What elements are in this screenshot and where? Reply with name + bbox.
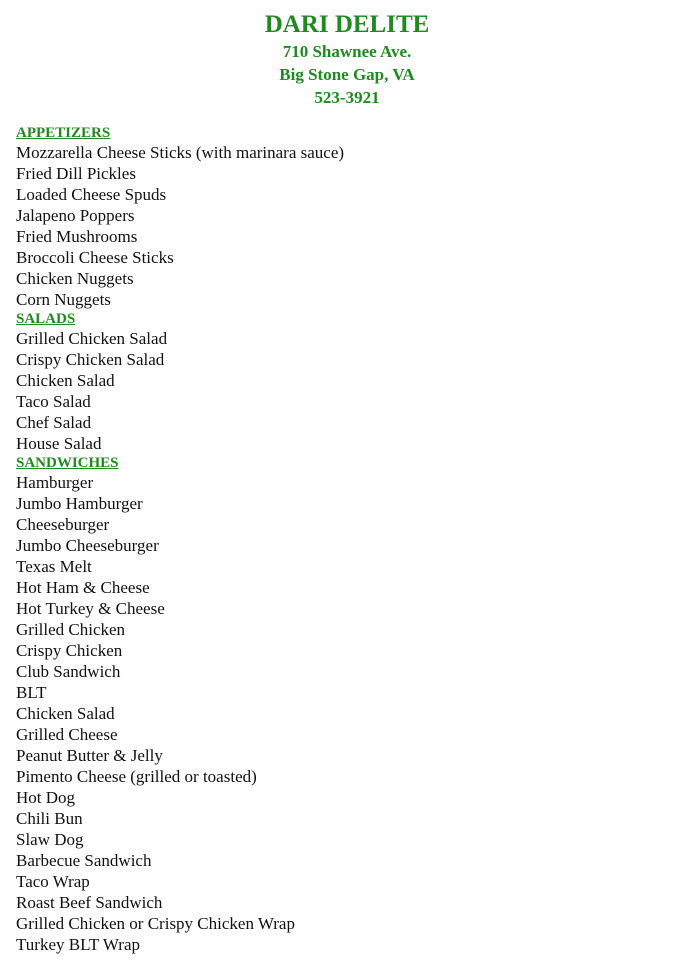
menu-item: Turkey BLT Wrap [16, 935, 140, 954]
menu-item: Grilled Chicken [16, 620, 126, 639]
menu-item: Grilled Chicken or Crispy Chicken Wrap [16, 914, 295, 933]
section-heading-appetizers: APPETIZERS [16, 125, 111, 141]
section-heading-salads: SALADS [16, 311, 76, 327]
menu-item: Loaded Cheese Spuds [16, 185, 167, 204]
menu-item: Taco Salad [16, 392, 91, 411]
menu-item: Broccoli Cheese Sticks [16, 248, 174, 267]
menu-item: Hot Turkey & Cheese [16, 599, 165, 618]
menu-item: Peanut Butter & Jelly [16, 746, 163, 765]
restaurant-name: DARI DELITE [264, 11, 430, 38]
menu-item: Chef Salad [16, 413, 92, 432]
menu-item: House Salad [16, 434, 102, 453]
menu-item: Taco Wrap [16, 872, 90, 891]
menu-item: Chicken Salad [16, 704, 115, 723]
menu-list [16, 124, 684, 955]
menu-item: Corn Nuggets [16, 290, 111, 309]
restaurant-city: Big Stone Gap, VA [279, 65, 415, 84]
menu-item: Hot Ham & Cheese [16, 578, 150, 597]
menu-item: Hamburger [16, 473, 94, 492]
restaurant-phone: 523-3921 [314, 88, 380, 107]
menu-item: Cheeseburger [16, 515, 110, 534]
restaurant-address: 710 Shawnee Ave. [282, 42, 412, 61]
menu-item: Crispy Chicken [16, 641, 123, 660]
menu-item: Slaw Dog [16, 830, 84, 849]
section-heading-sandwiches: SANDWICHES [16, 455, 119, 471]
menu-item: Chicken Nuggets [16, 269, 134, 288]
menu-item: Chili Bun [16, 809, 83, 828]
menu-item: Pimento Cheese (grilled or toasted) [16, 767, 257, 786]
menu-item: Grilled Chicken Salad [16, 329, 168, 348]
menu-item: Roast Beef Sandwich [16, 893, 163, 912]
menu-item: Fried Mushrooms [16, 227, 138, 246]
menu-item: Club Sandwich [16, 662, 121, 681]
menu-item: Crispy Chicken Salad [16, 350, 165, 369]
menu-item: Jumbo Hamburger [16, 494, 143, 513]
menu-item: Jalapeno Poppers [16, 206, 135, 225]
menu-item: Fried Dill Pickles [16, 164, 136, 183]
menu-item: BLT [16, 683, 47, 702]
menu-item: Chicken Salad [16, 371, 115, 390]
restaurant-header [0, 0, 694, 109]
menu-item: Grilled Cheese [16, 725, 118, 744]
menu-item: Texas Melt [16, 557, 92, 576]
menu-item: Jumbo Cheeseburger [16, 536, 159, 555]
menu-item: Mozzarella Cheese Sticks (with marinara sauce) [16, 143, 345, 162]
menu-item: Hot Dog [16, 788, 76, 807]
menu-item: Barbecue Sandwich [16, 851, 152, 870]
